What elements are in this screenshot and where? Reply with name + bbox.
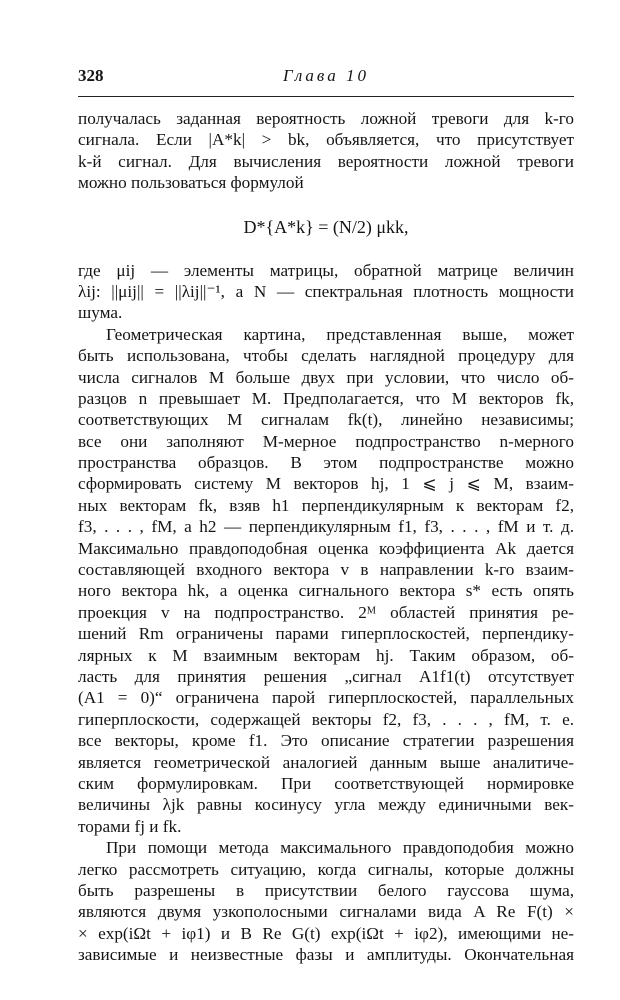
text-line: λij: ||μij|| = ||λij||⁻¹, а N — спектральная плотность мощности xyxy=(78,281,574,301)
formula: D*{A*k} = (N/2) μkk, xyxy=(243,216,409,237)
text-line: k-й сигнал. Для вычисления вероятности ложной тревоги xyxy=(78,151,574,171)
text-line: зависимые и неизвестные фазы и амплитуды. Окончательная xyxy=(78,945,574,965)
text-line: Геометрическая картина, представленная выше, может xyxy=(106,324,574,344)
text-line: сигнала. Если |A*k| > bk, объявляется, что присутствует xyxy=(78,130,574,150)
text-line: торами fj и fk. xyxy=(78,816,182,836)
text-line: величины λjk равны косинусу угла между единичными век- xyxy=(78,795,574,815)
text-line: пространства образцов. В этом подпространстве можно xyxy=(78,453,574,473)
text-line: При помощи метода максимального правдоподобия можно xyxy=(106,838,574,858)
text-line: f3, . . . , fM, а h2 — перпендикулярным f1, f3, . . . , fM и т. д. xyxy=(78,517,574,537)
text-line: числа сигналов M больше двух при условии, что число об- xyxy=(78,367,574,387)
text-line: (A1 = 0)“ ограничена парой гиперплоскостей, параллельных xyxy=(78,688,574,708)
text-line: быть разрешены в присутствии белого гауссова шума, xyxy=(78,880,574,900)
text-line: шума. xyxy=(78,303,123,323)
text-line: соответствующих M сигналам fk(t), линейно независимы; xyxy=(78,410,574,430)
text-line: шений Rm ограничены парами гиперплоскостей, перпендику- xyxy=(78,624,574,644)
text-line: гиперплоскости, содержащей векторы f2, f3, . . . , fM, т. е. xyxy=(78,709,574,729)
text-line: быть использована, чтобы сделать наглядной процедуру для xyxy=(78,346,574,366)
text-line: где μij — элементы матрицы, обратной матрице величин xyxy=(78,260,574,280)
running-head: Глава 10 xyxy=(283,66,369,85)
page-number: 328 xyxy=(78,66,104,85)
text-line: ласть для принятия решения „сигнал A1f1(t) отсутствует xyxy=(78,666,574,686)
text-line: ного вектора hk, а оценка сигнального вектора s* есть опять xyxy=(78,581,574,601)
text-line: все они заполняют M-мерное подпространство n-мерного xyxy=(78,431,574,451)
text-line: Максимально правдоподобная оценка коэффициента Ak дается xyxy=(78,538,574,558)
text-line: × exp(iΩt + iφ1) и B Re G(t) exp(iΩt + iφ2), имеющими не- xyxy=(78,923,574,943)
text-line: являются двумя узкополосными сигналами вида A Re F(t) × xyxy=(78,902,574,922)
text-line: является геометрической аналогией данным выше аналитиче- xyxy=(78,752,574,772)
text-line: легко рассмотреть ситуацию, когда сигналы, которые должны xyxy=(78,859,574,879)
body-text xyxy=(78,108,574,965)
page-header xyxy=(78,66,574,94)
text-line: получалась заданная вероятность ложной тревоги для k-го xyxy=(78,109,574,128)
text-line: составляющей входного вектора v в направлении k-го взаим- xyxy=(78,560,574,580)
header-rule xyxy=(78,96,574,97)
text-line: сформировать систему M векторов hj, 1 ⩽ j ⩽ M, взаим- xyxy=(78,474,574,494)
text-line: ским формулировкам. При соответствующей нормировке xyxy=(78,773,574,793)
text-line: разцов n превышает M. Предполагается, что M векторов fk, xyxy=(78,388,574,408)
text-line: лярных к M взаимным векторам hj. Таким образом, об- xyxy=(78,645,574,665)
text-line: все векторы, кроме f1. Это описание стратегии разрешения xyxy=(78,731,574,751)
text-line: проекция v на подпространство. 2ᴹ областей принятия ре- xyxy=(78,602,574,622)
text-line: ных векторам fk, взяв h1 перпендикулярным к векторам f2, xyxy=(78,495,574,515)
text-line: можно пользоваться формулой xyxy=(78,173,304,193)
